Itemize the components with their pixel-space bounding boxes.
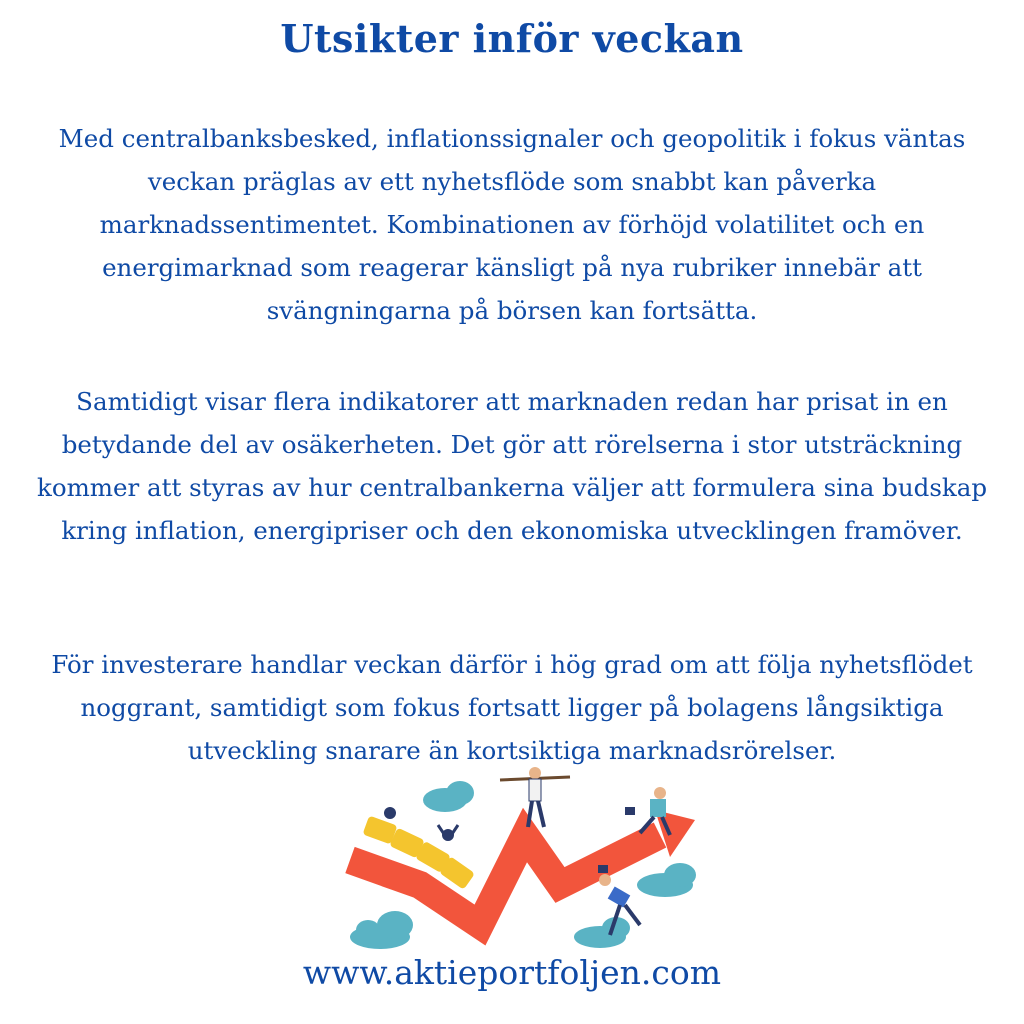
paragraph-2: Samtidigt visar flera indikatorer att marknaden redan har prisat in en betydande del av osäkerheten. Det gör att rörelserna i stor utsträckning kommer att styras av hur centralbankerna väljer att formulera sina budskap kring inflation, energipriser och den ekonomiska utvecklingen framöver. bbox=[36, 387, 988, 545]
cloud-icon bbox=[574, 917, 630, 948]
tightrope-walker-icon bbox=[500, 767, 570, 827]
market-illustration bbox=[320, 765, 720, 955]
page-title: Utsikter inför veckan bbox=[280, 16, 744, 61]
website-url: www.aktieportfoljen.com bbox=[302, 953, 722, 992]
cloud-icon bbox=[637, 863, 696, 897]
cloud-icon bbox=[423, 781, 474, 812]
paragraph-3: För investerare handlar veckan därför i hög grad om att följa nyhetsflödet noggrant, samtidigt som fokus fortsatt ligger på bolagens långsiktiga utveckling snarare än kortsiktiga marknadsrörelser. bbox=[51, 650, 973, 765]
cloud-icon bbox=[350, 911, 413, 949]
paragraph-1: Med centralbanksbesked, inflationssignaler och geopolitik i fokus väntas veckan präglas av ett nyhetsflöde som snabbt kan påverka marknadssentimentet. Kombinationen av förhöjd volatilitet och en energimarknad som reagerar känsligt på nya rubriker innebär att svängningarna på börsen kan fortsätta. bbox=[58, 124, 966, 325]
